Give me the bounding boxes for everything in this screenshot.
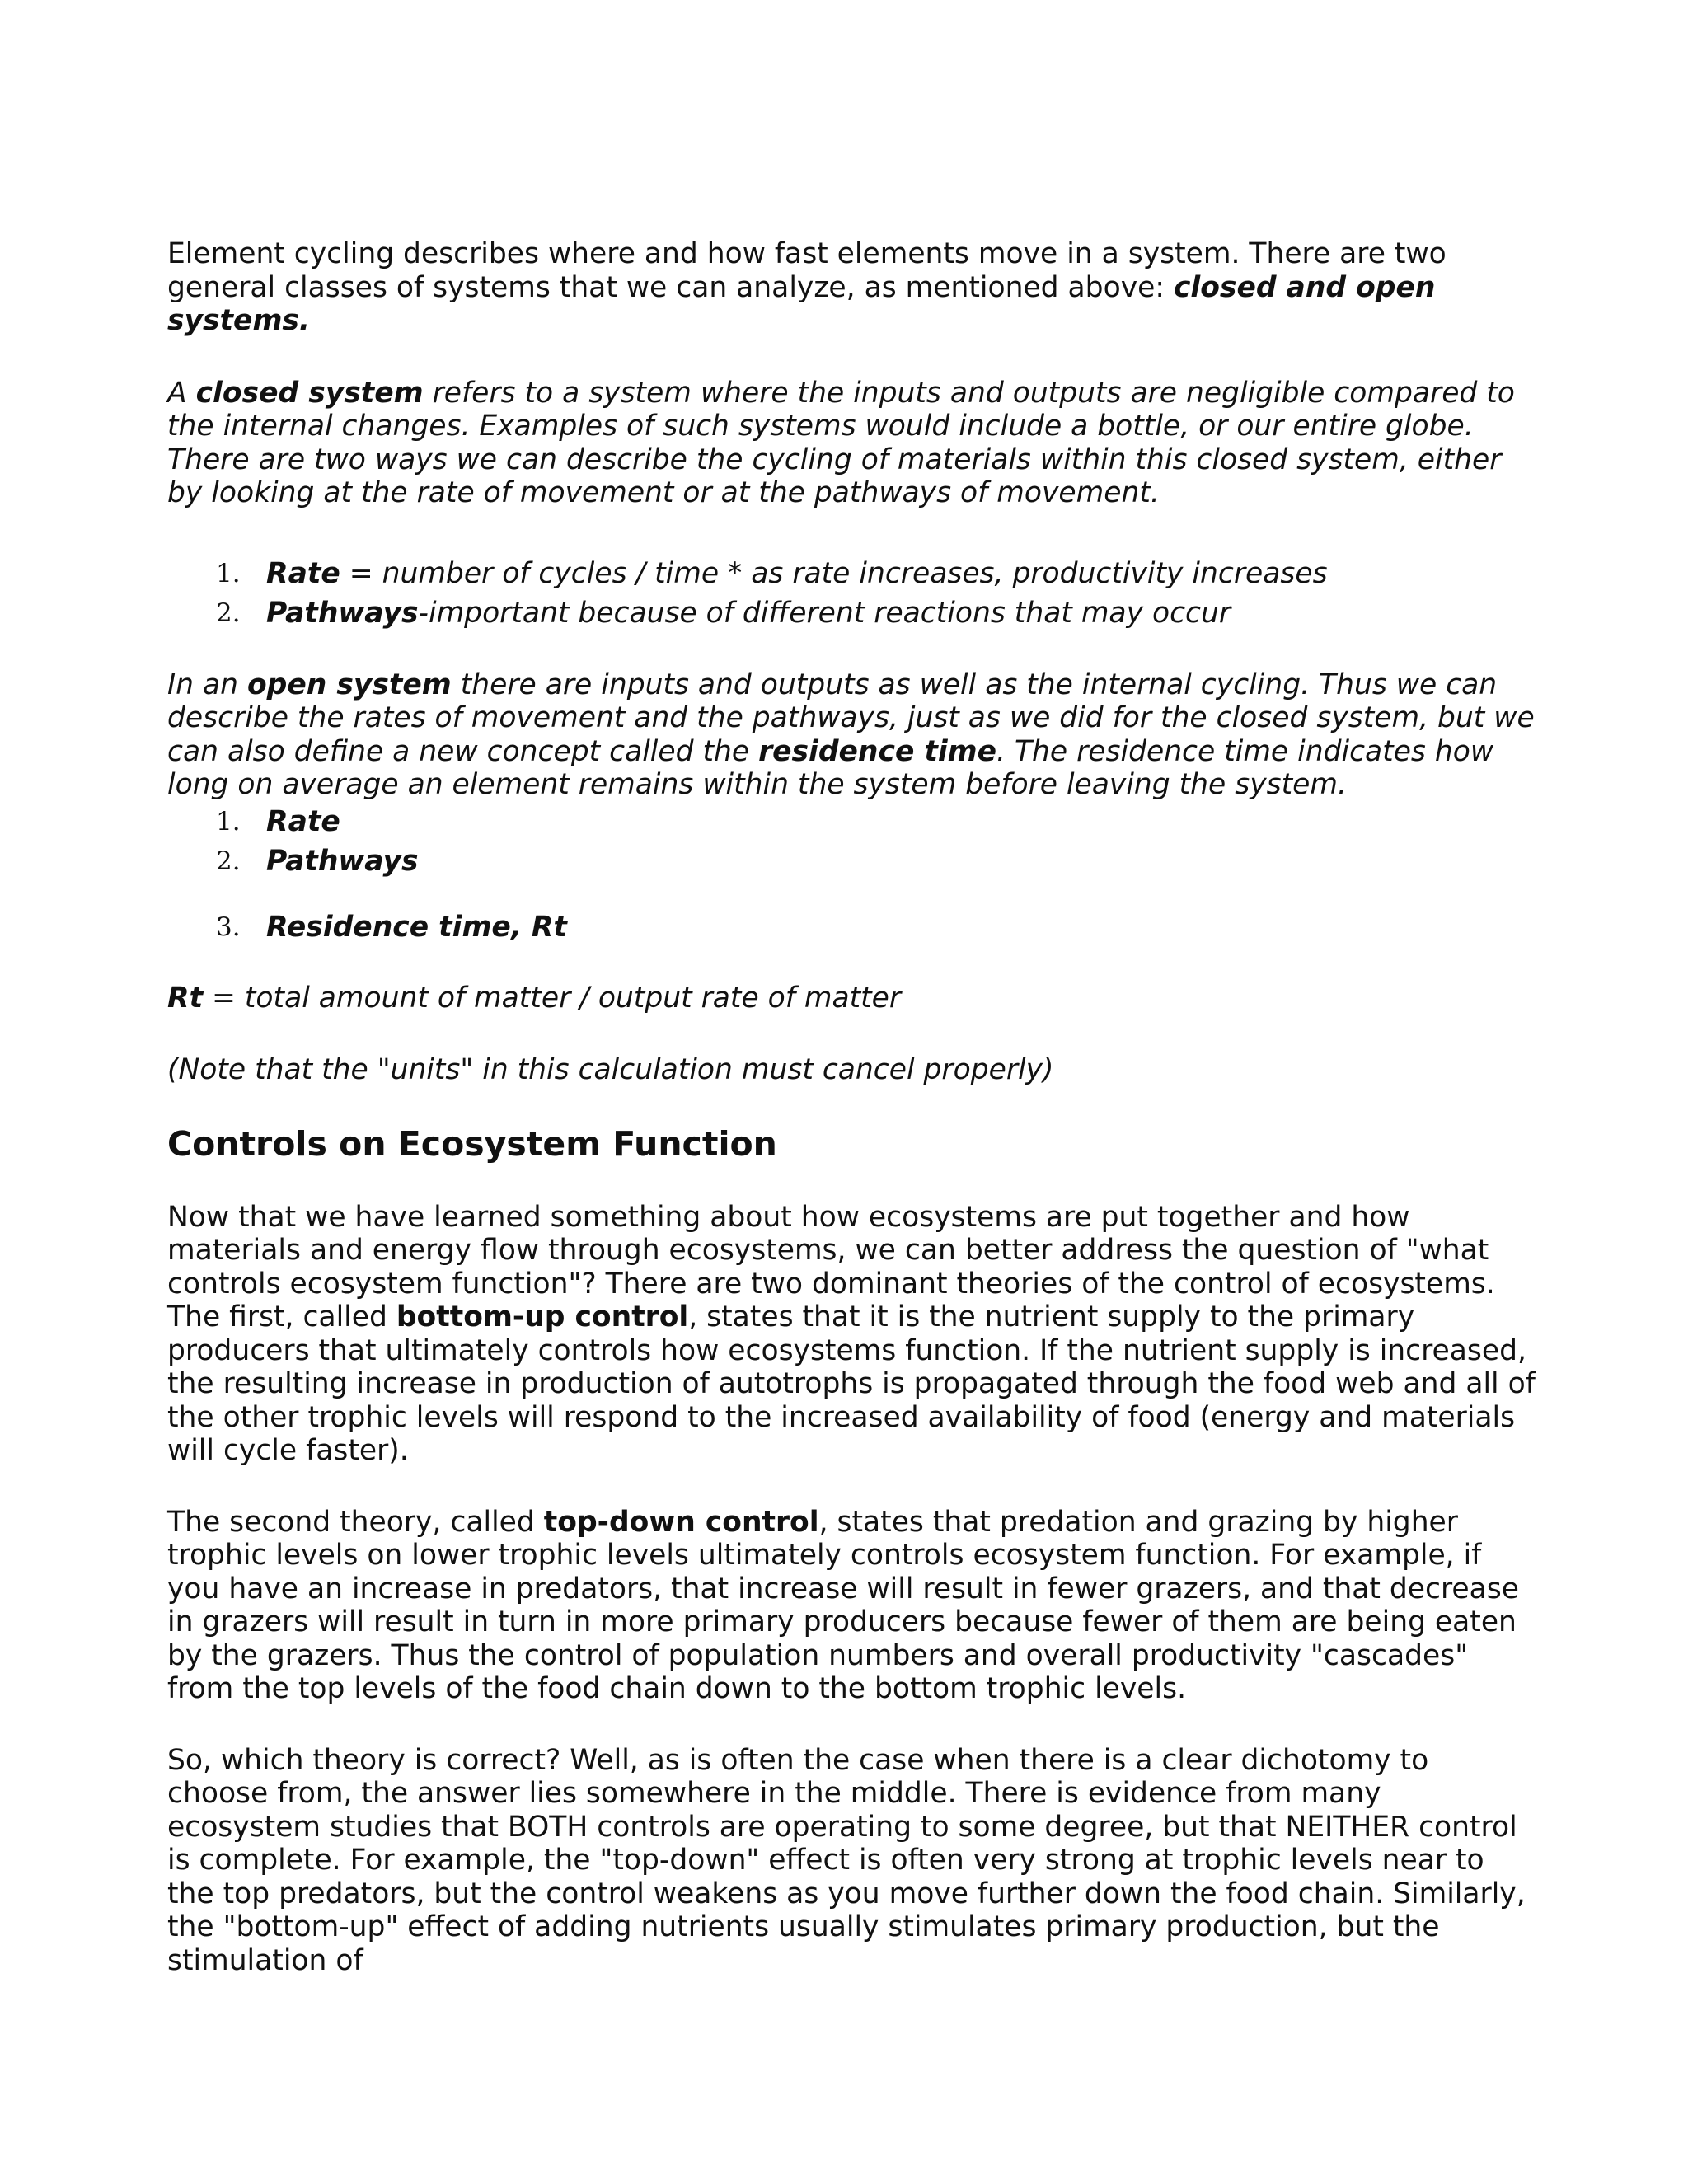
bottom-up-text-c: , states that it is the nutrient supply to the primary producers that ultimately controls how ecosystems function. If the nutrient supply is increased, the resulting increase in production of autotrophs is propagated through the food web and all of the other trophic levels will respond to the increased availability of food (energy and materials will cycle faster). [167, 1301, 1536, 1467]
intro-emphasis: closed and open systems. [167, 270, 1436, 337]
closed-system-term: closed system [195, 376, 424, 410]
list-term: Rate [266, 556, 340, 590]
list-item [167, 907, 1536, 947]
spacer [167, 1164, 1536, 1201]
spacer [167, 633, 1536, 668]
closed-system-list [167, 554, 1536, 633]
section-heading: Controls on Ecosystem Function [167, 1123, 777, 1164]
spacer [167, 1706, 1536, 1744]
top-down-text-a: The second theory, called [167, 1505, 544, 1539]
bottom-up-paragraph [167, 1201, 1536, 1468]
spacer [167, 1087, 1536, 1124]
list-term: Pathways [266, 844, 419, 878]
list-item [167, 841, 1536, 881]
open-system-text-c: there are inputs and outputs as well as the internal cycling. Thus we can describe the rates of movement and the pathways, just as we did for the closed system, but we can also define a new concept called the [167, 668, 1535, 768]
list-item [167, 593, 1536, 633]
spacer [167, 338, 1536, 377]
spacer [167, 510, 1536, 554]
intro-paragraph [167, 237, 1465, 338]
open-system-term: open system [246, 668, 452, 701]
residence-time-term: residence time [758, 734, 997, 768]
list-description: = number of cycles / time * as rate increases, productivity increases [340, 556, 1328, 590]
top-down-term: top-down control [543, 1505, 819, 1539]
closed-system-text-c: refers to a system where the inputs and outputs are negligible compared to the internal changes. Examples of such systems would include a bottle, or our entire globe. There are two ways we can describe the cycling of materials within this closed system, either by looking at the rate of movement or at the pathways of movement. [167, 376, 1515, 509]
open-system-list [167, 802, 1536, 947]
which-theory-paragraph: So, which theory is correct? Well, as is often the case when there is a clear dichotomy to choose from, the answer lies somewhere in the middle. There is evidence from many ecosystem studies that BOTH controls are operating to some degree, but that NEITHER control is complete. For example, the "top-down" effect is often very strong at trophic levels near to the top predators, but the control weakens as you move further down the food chain. Similarly, the "bottom-up" effect of adding nutrients usually stimulates primary production, but the stimulation of [167, 1743, 1526, 1977]
formula-term: Rt [167, 981, 204, 1015]
spacer [167, 1468, 1536, 1506]
top-down-text-c: , states that predation and grazing by higher trophic levels on lower trophic levels ultimately controls ecosystem function. For example, if you have an increase in predators, that increase will result in fewer grazers, and that decrease in grazers will result in turn in more primary producers because fewer of them are being eaten by the grazers. Thus the control of population numbers and overall productivity "cascades" from the top levels of the food chain down to the bottom trophic levels. [167, 1505, 1519, 1705]
intro-text: Element cycling describes where and how fast elements move in a system. There are two general classes of systems that we can analyze, as mentioned above: [167, 237, 1447, 304]
list-number: 2. [216, 846, 241, 876]
top-down-paragraph [167, 1506, 1536, 1706]
open-system-text-a: In an [167, 668, 247, 701]
list-description: -important because of different reactions that may occur [418, 596, 1231, 630]
open-system-paragraph [167, 668, 1536, 802]
spacer [167, 1015, 1536, 1053]
residence-time-formula [167, 982, 1536, 1015]
closed-system-paragraph [167, 377, 1536, 510]
closed-system-text-a: A [167, 376, 196, 410]
units-note: (Note that the "units" in this calculation must cancel properly) [167, 1053, 1054, 1086]
bottom-up-term: bottom-up control [396, 1301, 689, 1333]
list-term: Pathways [266, 596, 419, 630]
list-number: 1. [216, 806, 241, 837]
formula-text: = total amount of matter / output rate of matter [203, 981, 902, 1015]
list-number: 3. [216, 912, 241, 942]
open-system-text-e: . The residence time indicates how long on average an element remains within the system before leaving the system. [167, 734, 1494, 801]
list-term: Residence time, Rt [266, 910, 567, 944]
list-number: 1. [216, 558, 241, 588]
list-number: 2. [216, 598, 241, 628]
list-item [167, 802, 1536, 841]
document-page [167, 237, 1536, 1977]
spacer [167, 947, 1536, 982]
bottom-up-text-a: Now that we have learned something about how ecosystems are put together and how materials and energy flow through ecosystems, we can better address the question of "what controls ecosystem function"? There are two dominant theories of the control of ecosystems. The first, called [167, 1200, 1495, 1333]
list-item [167, 554, 1536, 593]
list-term: Rate [266, 804, 340, 838]
